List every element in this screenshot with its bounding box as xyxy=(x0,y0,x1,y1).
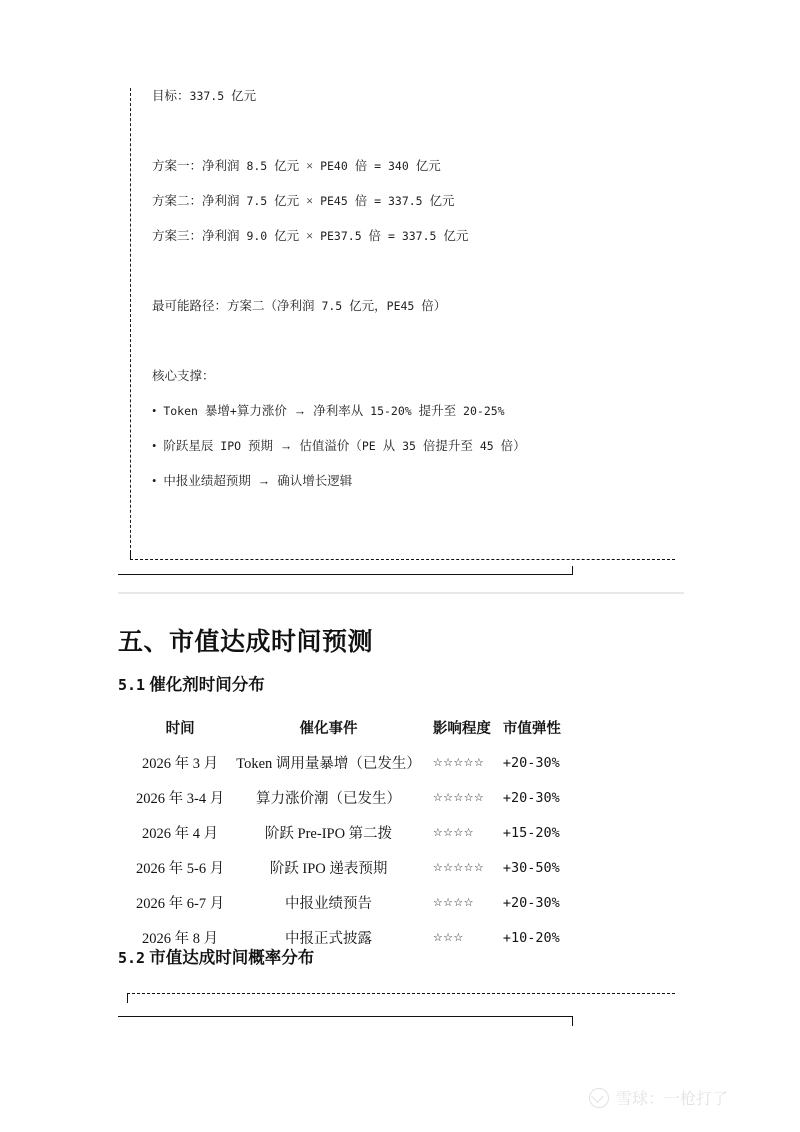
cell-elasticity: +20-30% xyxy=(502,754,560,771)
code-block-bottom-second-line xyxy=(118,1016,573,1017)
section-divider xyxy=(118,592,684,594)
table-row xyxy=(130,885,567,920)
table-header-event: 催化事件 xyxy=(299,721,358,737)
table-header-elasticity: 市值弹性 xyxy=(502,721,561,737)
cell-impact: ☆☆☆☆ xyxy=(432,827,474,839)
code-block-top-bottom-border xyxy=(130,559,675,560)
cell-event: 算力涨价潮（已发生） xyxy=(256,791,402,807)
code-line-4: 最可能路径：方案二（净利润 7.5 亿元，PE45 倍） xyxy=(152,299,447,313)
code-block-second-line-right-tick xyxy=(572,566,573,575)
cell-elasticity: +20-30% xyxy=(502,789,560,806)
code-block-second-line xyxy=(118,574,573,575)
code-line-7: • 阶跃星辰 IPO 预期 → 估值溢价（PE 从 35 倍提升至 45 倍） xyxy=(152,439,526,453)
code-line-2: 方案二：净利润 7.5 亿元 × PE45 倍 = 337.5 亿元 xyxy=(152,194,455,208)
code-line-0: 目标：337.5 亿元 xyxy=(152,89,257,103)
code-line-3: 方案三：净利润 9.0 亿元 × PE37.5 倍 = 337.5 亿元 xyxy=(152,229,469,243)
page-title: 五、市值达成时间预测 xyxy=(118,629,374,656)
sub-heading-5-1-number: 5.1 xyxy=(118,676,146,694)
table-header-row xyxy=(130,714,567,745)
sub-heading-5-2-label: 市值达成时间概率分布 xyxy=(149,948,315,967)
code-block-bottom-top-border xyxy=(127,993,675,994)
sub-heading-5-1-label: 催化剂时间分布 xyxy=(149,675,265,694)
cell-time: 2026 年 6-7 月 xyxy=(136,896,225,912)
cell-event: 中报业绩预告 xyxy=(285,896,373,912)
cell-elasticity: +15-20% xyxy=(502,824,560,841)
cell-impact: ☆☆☆☆☆ xyxy=(432,792,485,804)
code-block-top-bottom-left-tick xyxy=(130,551,131,560)
table-header-time: 时间 xyxy=(165,721,195,737)
code-line-6: • Token 暴增+算力涨价 → 净利率从 15-20% 提升至 20-25% xyxy=(152,404,505,418)
xueqiu-logo-icon xyxy=(589,1088,609,1108)
sub-heading-5-2-number: 5.2 xyxy=(118,949,146,967)
cell-time: 2026 年 3 月 xyxy=(142,756,219,772)
cell-time: 2026 年 8 月 xyxy=(142,931,219,947)
cell-event: 中报正式披露 xyxy=(285,931,373,947)
code-line-1: 方案一：净利润 8.5 亿元 × PE40 倍 = 340 亿元 xyxy=(152,159,441,173)
cell-elasticity: +10-20% xyxy=(502,929,560,946)
code-line-8: • 中报业绩超预期 → 确认增长逻辑 xyxy=(152,474,353,488)
cell-impact: ☆☆☆☆☆ xyxy=(432,862,485,874)
sub-heading-5-2 xyxy=(118,944,314,968)
table-row xyxy=(130,780,567,815)
sub-heading-5-1 xyxy=(118,671,265,695)
cell-time: 2026 年 3-4 月 xyxy=(136,791,225,807)
code-block-bottom-second-right-tick xyxy=(572,1016,573,1026)
cell-time: 2026 年 4 月 xyxy=(142,826,219,842)
cell-elasticity: +30-50% xyxy=(502,859,560,876)
code-line-5: 核心支撑： xyxy=(152,369,215,383)
watermark xyxy=(589,1086,728,1109)
catalyst-table xyxy=(130,714,567,955)
table-row xyxy=(130,745,567,780)
code-block-bottom-top-left-tick xyxy=(127,993,128,1003)
cell-time: 2026 年 5-6 月 xyxy=(136,861,225,877)
code-block-left-rail-top xyxy=(130,88,131,558)
cell-impact: ☆☆☆☆ xyxy=(432,897,474,909)
cell-impact: ☆☆☆ xyxy=(432,932,464,944)
cell-event: 阶跃 Pre-IPO 第二拨 xyxy=(264,826,393,842)
table-row xyxy=(130,815,567,850)
table-header-impact: 影响程度 xyxy=(432,721,491,737)
cell-event: 阶跃 IPO 递表预期 xyxy=(269,861,388,877)
cell-impact: ☆☆☆☆☆ xyxy=(432,757,485,769)
cell-elasticity: +20-30% xyxy=(502,894,560,911)
watermark-text: 雪球：一枪打了 xyxy=(616,1091,729,1108)
cell-event: Token 调用量暴增（已发生） xyxy=(236,756,421,772)
table-row xyxy=(130,850,567,885)
